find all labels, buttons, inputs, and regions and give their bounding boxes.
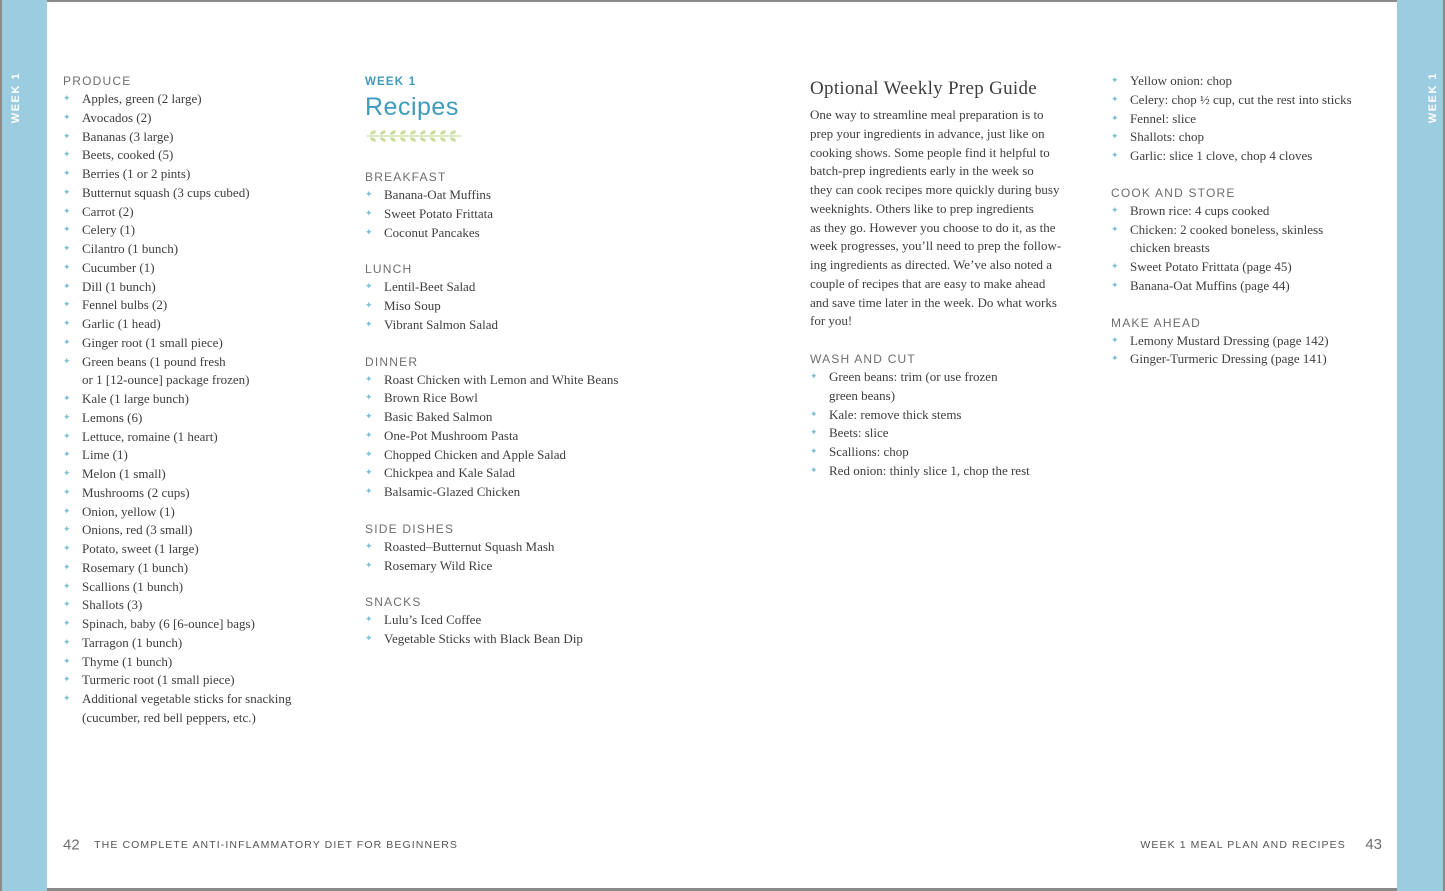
bullet-icon: ✦ <box>63 675 71 686</box>
produce-item-text: Lettuce, romaine (1 heart) <box>82 428 218 444</box>
recipe-section <box>365 520 665 576</box>
bullet-icon: ✦ <box>63 356 71 367</box>
produce-item-text: Dill (1 bunch) <box>82 278 156 294</box>
recipe-item-text: One-Pot Mushroom Pasta <box>384 427 519 443</box>
produce-item-text: Onions, red (3 small) <box>82 522 193 538</box>
bullet-icon: ✦ <box>1111 132 1119 143</box>
page-frame-top <box>0 0 1445 2</box>
recipe-item <box>365 446 665 465</box>
bullet-icon: ✦ <box>1111 151 1119 161</box>
produce-item-text: Potato, sweet (1 large) <box>82 541 199 556</box>
prep-continued-item-text: Fennel: slice <box>1130 110 1197 126</box>
produce-item-text: Additional vegetable sticks for snacking <box>82 691 292 706</box>
make-ahead-list <box>1111 332 1391 370</box>
recipe-item <box>365 538 665 557</box>
recipe-item-text: Chopped Chicken and Apple Salad <box>384 446 566 462</box>
recipe-section <box>365 168 665 242</box>
bullet-icon: ✦ <box>63 619 71 629</box>
produce-item <box>63 240 333 259</box>
produce-item <box>63 146 333 165</box>
produce-item <box>63 634 333 653</box>
cook-and-store-item-text: Sweet Potato Frittata (page 45) <box>1130 259 1292 274</box>
recipe-item-text: Brown Rice Bowl <box>384 390 478 406</box>
produce-item-text: Rosemary (1 bunch) <box>82 559 189 575</box>
prep-continued-item-text: Garlic: slice 1 clove, chop 4 cloves <box>1130 148 1313 163</box>
bullet-icon: ✦ <box>63 487 71 498</box>
produce-item <box>63 259 333 278</box>
bullet-icon: ✦ <box>365 468 373 479</box>
recipe-item <box>365 464 665 483</box>
produce-item-text: Lemons (6) <box>82 409 143 425</box>
prep-guide-paragraph <box>810 106 1085 331</box>
wash-and-cut-list <box>810 368 1085 481</box>
left-footer <box>63 836 458 854</box>
recipe-item-text: Vibrant Salmon Salad <box>384 316 499 332</box>
paragraph-line: One way to streamline meal preparation is to <box>810 107 1044 122</box>
bullet-icon: ✦ <box>365 301 373 311</box>
bullet-icon: ✦ <box>63 694 71 704</box>
produce-item <box>63 165 333 184</box>
prep-guide-title: Optional Weekly Prep Guide <box>810 78 1038 99</box>
bullet-icon: ✦ <box>63 525 71 536</box>
bullet-icon: ✦ <box>63 300 71 311</box>
bullet-icon: ✦ <box>63 112 71 123</box>
bullet-icon: ✦ <box>365 560 373 571</box>
recipe-item-text: Lulu’s Iced Coffee <box>384 612 482 628</box>
right-week-tab <box>1397 0 1445 891</box>
bullet-icon: ✦ <box>365 430 373 441</box>
produce-item-text: Celery (1) <box>82 222 136 238</box>
produce-item-text: Apples, green (2 large) <box>82 91 202 106</box>
recipe-item-text: Rosemary Wild Rice <box>384 557 493 573</box>
recipe-item <box>365 297 665 316</box>
bullet-icon: ✦ <box>365 374 373 385</box>
recipe-item-text: Basic Baked Salmon <box>384 409 493 424</box>
recipe-item-text: Chickpea and Kale Salad <box>384 465 516 481</box>
recipe-section <box>365 353 665 502</box>
recipe-item <box>365 557 665 576</box>
produce-item-text: Thyme (1 bunch) <box>82 653 173 669</box>
bullet-icon: ✦ <box>63 206 71 217</box>
make-ahead-item-text: Ginger-Turmeric Dressing (page 141) <box>1130 351 1327 367</box>
recipe-section-heading: BREAKFAST <box>365 170 447 184</box>
left-page-number: 42 <box>63 836 80 854</box>
bullet-icon: ✦ <box>365 282 373 293</box>
produce-item-text: Carrot (2) <box>82 203 134 219</box>
recipe-item <box>365 630 665 649</box>
produce-item-text: or 1 [12-ounce] package frozen) <box>82 372 250 388</box>
recipe-list <box>365 186 665 242</box>
bullet-icon: ✦ <box>365 190 373 200</box>
produce-item-text: Scallions (1 bunch) <box>82 578 184 594</box>
produce-item-text: Ginger root (1 small piece) <box>82 334 223 350</box>
recipe-section <box>365 260 665 334</box>
bullet-icon: ✦ <box>810 372 818 382</box>
prep-guide-column <box>810 76 1085 481</box>
produce-item <box>63 690 333 728</box>
make-ahead-section <box>1111 314 1391 370</box>
bullet-icon: ✦ <box>1111 94 1119 105</box>
produce-item-text: Avocados (2) <box>82 109 152 125</box>
produce-column <box>63 72 333 728</box>
produce-item-text: (cucumber, red bell peppers, etc.) <box>82 709 256 725</box>
recipes-title: Recipes <box>365 93 459 121</box>
produce-item-text: Lime (1) <box>82 447 128 463</box>
wash-and-cut-item <box>810 462 1085 481</box>
produce-item <box>63 296 333 315</box>
prep-continued-item-text: Shallots: chop <box>1130 129 1205 145</box>
cook-and-store-item <box>1111 258 1391 277</box>
paragraph-line: batch-prep ingredients early in the week so <box>810 163 1034 179</box>
recipe-item <box>365 224 665 243</box>
produce-item-text: Bananas (3 large) <box>82 128 174 144</box>
recipe-list <box>365 538 665 576</box>
recipe-item <box>365 186 665 205</box>
prep-continued-list <box>1111 72 1391 166</box>
left-running-title: THE COMPLETE ANTI-INFLAMMATORY DIET FOR BEGINNERS <box>94 838 459 851</box>
bullet-icon: ✦ <box>63 637 71 648</box>
prep-continued-item-text: Celery: chop ½ cup, cut the rest into sticks <box>1130 91 1352 107</box>
wash-and-cut-item <box>810 406 1085 425</box>
produce-item-text: Turmeric root (1 small piece) <box>82 672 235 688</box>
produce-item <box>63 484 333 503</box>
produce-item <box>63 203 333 222</box>
produce-item-text: Spinach, baby (6 [6-ounce] bags) <box>82 616 255 631</box>
produce-item <box>63 446 333 465</box>
bullet-icon: ✦ <box>63 450 71 461</box>
paragraph-line: week progresses, you’ll need to prep the follow- <box>810 238 1062 254</box>
produce-item-text: Berries (1 or 2 pints) <box>82 166 191 181</box>
bullet-icon: ✦ <box>63 169 71 179</box>
produce-item <box>63 278 333 297</box>
recipe-list <box>365 278 665 334</box>
wash-and-cut-heading: WASH AND CUT <box>810 352 916 366</box>
recipe-section-heading: DINNER <box>365 354 419 369</box>
wash-and-cut-item-text: Green beans: trim (or use frozen <box>829 369 998 384</box>
produce-item <box>63 353 333 391</box>
left-week-tab <box>0 0 47 891</box>
prep-guide-continued-column <box>1111 72 1391 369</box>
bullet-icon: ✦ <box>1111 205 1119 216</box>
produce-item <box>63 559 333 578</box>
wash-and-cut-item-text: green beans) <box>829 387 896 403</box>
produce-item <box>63 128 333 147</box>
produce-item-text: Melon (1 small) <box>82 466 166 481</box>
produce-item <box>63 615 333 634</box>
left-tab-label: WEEK 1 <box>10 72 22 124</box>
recipe-sections <box>365 168 665 649</box>
bullet-icon: ✦ <box>810 465 818 476</box>
paragraph-line: weeknights. Others like to prep ingredients <box>810 200 1034 216</box>
cook-and-store-item <box>1111 221 1391 259</box>
paragraph-line: cooking shows. Some people find it helpful to <box>810 144 1050 160</box>
recipe-item <box>365 205 665 224</box>
cook-and-store-heading: COOK AND STORE <box>1111 185 1236 200</box>
recipe-item <box>365 408 665 427</box>
bullet-icon: ✦ <box>63 544 71 554</box>
bullet-icon: ✦ <box>63 656 71 667</box>
recipe-item <box>365 483 665 502</box>
wash-and-cut-item <box>810 443 1085 462</box>
bullet-icon: ✦ <box>365 487 373 497</box>
produce-item <box>63 315 333 334</box>
bullet-icon: ✦ <box>63 600 71 611</box>
wash-and-cut-item <box>810 368 1085 406</box>
bullet-icon: ✦ <box>63 431 71 442</box>
bullet-icon: ✦ <box>365 412 373 422</box>
bullet-icon: ✦ <box>63 469 71 479</box>
bullet-icon: ✦ <box>63 262 71 273</box>
recipe-item-text: Coconut Pancakes <box>384 224 480 240</box>
make-ahead-item <box>1111 350 1391 369</box>
right-tab-label: WEEK 1 <box>1427 72 1439 124</box>
recipe-item <box>365 389 665 408</box>
right-running-title: WEEK 1 MEAL PLAN AND RECIPES <box>1140 838 1346 851</box>
produce-item <box>63 221 333 240</box>
produce-item-text: Beets, cooked (5) <box>82 147 174 163</box>
cook-and-store-item-text: Banana-Oat Muffins (page 44) <box>1130 277 1290 293</box>
recipe-section-heading: SIDE DISHES <box>365 521 455 536</box>
paragraph-line: ing ingredients as directed. We’ve also noted a <box>810 257 1053 272</box>
bullet-icon: ✦ <box>63 562 71 573</box>
produce-item <box>63 465 333 484</box>
recipe-item <box>365 611 665 630</box>
produce-item <box>63 540 333 559</box>
bullet-icon: ✦ <box>810 428 818 439</box>
wash-and-cut-section <box>810 350 1085 481</box>
recipe-item-text: Balsamic-Glazed Chicken <box>384 484 521 499</box>
produce-item-text: Garlic (1 head) <box>82 316 161 331</box>
recipe-item <box>365 316 665 335</box>
paragraph-line: for you! <box>810 313 853 329</box>
recipe-section <box>365 593 665 649</box>
bullet-icon: ✦ <box>365 615 373 626</box>
sprig-ornament-icon <box>365 126 465 146</box>
recipe-section-heading: SNACKS <box>365 595 422 610</box>
bullet-icon: ✦ <box>810 447 818 457</box>
produce-item-text: Mushrooms (2 cups) <box>82 484 190 500</box>
recipe-item <box>365 278 665 297</box>
right-footer <box>1140 836 1382 854</box>
produce-item-text: Kale (1 large bunch) <box>82 391 189 406</box>
recipe-item-text: Sweet Potato Frittata <box>384 205 494 221</box>
wash-and-cut-item <box>810 424 1085 443</box>
produce-item <box>63 390 333 409</box>
bullet-icon: ✦ <box>365 449 373 460</box>
bullet-icon: ✦ <box>63 225 71 236</box>
recipe-item-text: Roasted–Butternut Squash Mash <box>384 538 555 554</box>
make-ahead-item <box>1111 332 1391 351</box>
bullet-icon: ✦ <box>63 150 71 161</box>
week-tag: WEEK 1 <box>365 76 417 88</box>
recipe-item-text: Vegetable Sticks with Black Bean Dip <box>384 631 583 646</box>
bullet-icon: ✦ <box>63 581 71 592</box>
bullet-icon: ✦ <box>1111 335 1119 346</box>
cook-and-store-item-text: chicken breasts <box>1130 240 1210 256</box>
produce-item-text: Cucumber (1) <box>82 259 155 275</box>
bullet-icon: ✦ <box>1111 280 1119 291</box>
prep-continued-item <box>1111 91 1391 110</box>
bullet-icon: ✦ <box>63 412 71 423</box>
produce-item-text: Shallots (3) <box>82 597 143 613</box>
produce-item <box>63 653 333 672</box>
prep-continued-item <box>1111 72 1391 91</box>
produce-item-text: Butternut squash (3 cups cubed) <box>82 184 250 200</box>
cook-and-store-list <box>1111 202 1391 296</box>
bullet-icon: ✦ <box>1111 262 1119 272</box>
produce-item <box>63 109 333 128</box>
produce-item-text: Green beans (1 pound fresh <box>82 353 226 369</box>
bullet-icon: ✦ <box>365 208 373 219</box>
bullet-icon: ✦ <box>63 319 71 329</box>
produce-item <box>63 334 333 353</box>
bullet-icon: ✦ <box>810 409 818 420</box>
cook-and-store-item-text: Chicken: 2 cooked boneless, skinless <box>1130 221 1324 237</box>
wash-and-cut-item-text: Beets: slice <box>829 425 889 441</box>
produce-item-text: Tarragon (1 bunch) <box>82 634 183 650</box>
produce-item <box>63 409 333 428</box>
recipe-item-text: Lentil-Beet Salad <box>384 279 476 295</box>
produce-list <box>63 90 333 728</box>
wash-and-cut-item-text: Kale: remove thick stems <box>829 406 962 422</box>
recipes-column <box>365 74 665 649</box>
cook-and-store-item <box>1111 202 1391 221</box>
prep-continued-item <box>1111 128 1391 147</box>
produce-item-text: Fennel bulbs (2) <box>82 297 168 313</box>
right-page-number: 43 <box>1365 836 1382 854</box>
recipe-item-text: Miso Soup <box>384 298 441 313</box>
produce-item-text: Onion, yellow (1) <box>82 503 175 519</box>
bullet-icon: ✦ <box>365 393 373 404</box>
wash-and-cut-item-text: Red onion: thinly slice 1, chop the rest <box>829 462 1030 478</box>
make-ahead-item-text: Lemony Mustard Dressing (page 142) <box>1130 332 1329 348</box>
bullet-icon: ✦ <box>63 187 71 198</box>
prep-continued-item-text: Yellow onion: chop <box>1130 73 1232 88</box>
recipe-list <box>365 371 665 502</box>
produce-item <box>63 521 333 540</box>
bullet-icon: ✦ <box>63 94 71 104</box>
make-ahead-heading: MAKE AHEAD <box>1111 315 1202 330</box>
cook-and-store-item-text: Brown rice: 4 cups cooked <box>1130 202 1270 218</box>
produce-item <box>63 578 333 597</box>
bullet-icon: ✦ <box>1111 76 1119 86</box>
prep-continued-item <box>1111 110 1391 129</box>
cook-and-store-section <box>1111 184 1391 296</box>
bullet-icon: ✦ <box>63 506 71 517</box>
recipe-item-text: Roast Chicken with Lemon and White Beans <box>384 371 619 387</box>
bullet-icon: ✦ <box>365 227 373 238</box>
prep-continued-item <box>1111 147 1391 166</box>
bullet-icon: ✦ <box>63 131 71 142</box>
produce-item <box>63 596 333 615</box>
bullet-icon: ✦ <box>1111 224 1119 235</box>
produce-heading: PRODUCE <box>63 74 132 88</box>
produce-item <box>63 671 333 690</box>
paragraph-line: prep your ingredients in advance, just like on <box>810 125 1045 141</box>
produce-item <box>63 428 333 447</box>
paragraph-line: couple of recipes that are easy to make ahead <box>810 275 1046 291</box>
bullet-icon: ✦ <box>365 541 373 552</box>
recipe-list <box>365 611 665 649</box>
cook-and-store-item <box>1111 277 1391 296</box>
bullet-icon: ✦ <box>1111 354 1119 365</box>
bullet-icon: ✦ <box>1111 113 1119 124</box>
bullet-icon: ✦ <box>63 394 71 404</box>
recipe-item <box>365 427 665 446</box>
produce-item <box>63 184 333 203</box>
wash-and-cut-item-text: Scallions: chop <box>829 444 909 459</box>
produce-item-text: Cilantro (1 bunch) <box>82 241 179 256</box>
bullet-icon: ✦ <box>365 319 373 330</box>
recipe-section-heading: LUNCH <box>365 262 413 277</box>
produce-item <box>63 90 333 109</box>
bullet-icon: ✦ <box>63 281 71 292</box>
bullet-icon: ✦ <box>63 244 71 254</box>
produce-item <box>63 503 333 522</box>
paragraph-line: and save time later in the week. Do what works <box>810 294 1057 310</box>
paragraph-line: as they go. However you choose to do it, as the <box>810 219 1056 235</box>
bullet-icon: ✦ <box>365 634 373 644</box>
recipe-item <box>365 371 665 390</box>
bullet-icon: ✦ <box>63 337 71 348</box>
recipe-item-text: Banana-Oat Muffins <box>384 187 491 202</box>
paragraph-line: they can cook recipes more quickly during busy <box>810 182 1060 197</box>
